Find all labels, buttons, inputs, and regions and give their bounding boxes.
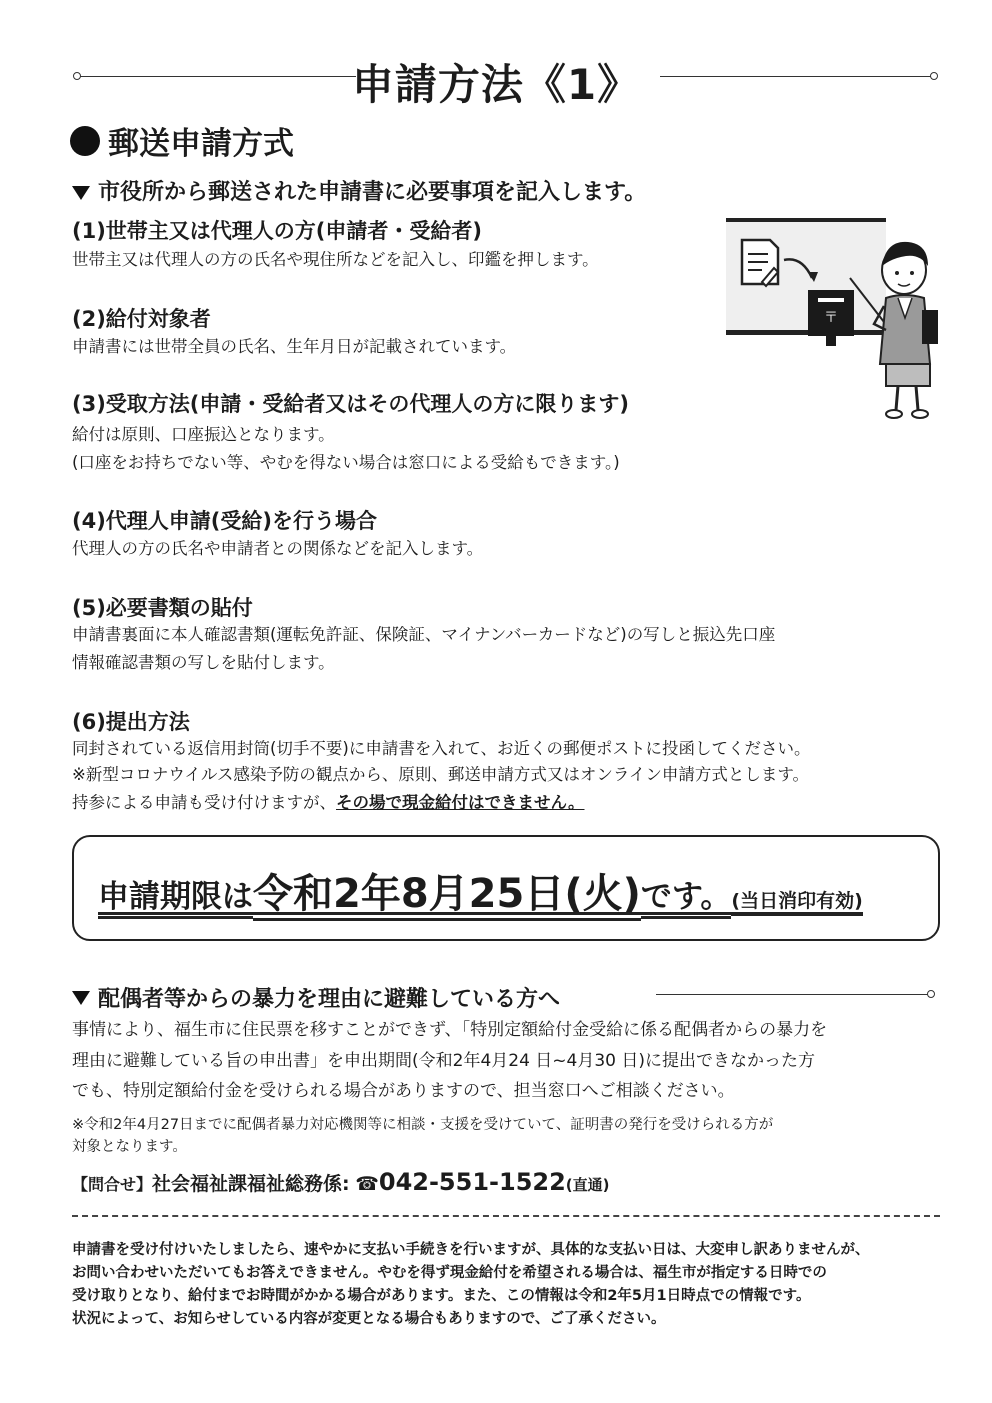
section2-heading — [72, 982, 560, 1013]
mailbox-icon — [808, 290, 854, 346]
instruction — [72, 175, 646, 206]
footer-line-2: お問い合わせいただいてもお答えできません。やむを得ず現金給付を希望される場合は、福生市が指定する日時での — [72, 1265, 827, 1281]
dashed-divider — [72, 1215, 940, 1217]
section2-heading-text: 配偶者等からの暴力を理由に避難している方へ — [98, 987, 561, 1012]
item-2-text: 申請書には世帯全員の氏名、生年月日が記載されています。 — [72, 337, 517, 356]
phone-icon: ☎ — [355, 1173, 379, 1195]
section-heading — [70, 118, 294, 163]
item-6-text-1: 同封されている返信用封筒(切手不要)に申請書を入れて、お近くの郵便ポストに投函してください。 — [72, 739, 811, 758]
section2-text-1: 事情により、福生市に住民票を移すことができず、「特別定額給付金受給に係る配偶者からの暴力を — [72, 1020, 828, 1040]
contact-label: 【問合せ】 — [72, 1175, 153, 1194]
section2-note-2: 対象となります。 — [72, 1139, 187, 1155]
item-6-text-3 — [72, 790, 585, 816]
page-title: 申請方法《1》 — [351, 60, 641, 109]
triangle-down-icon — [72, 991, 90, 1005]
illustration-applicant-mail — [726, 218, 940, 423]
section-heading-text: 郵送申請方式 — [108, 126, 294, 162]
contact-suffix: (直通) — [565, 1176, 610, 1194]
item-6-text-2: ※新型コロナウイルス感染予防の観点から、原則、郵送申請方式又はオンライン申請方式とします。 — [72, 765, 810, 784]
item-5-text-1: 申請書裏面に本人確認書類(運転免許証、保険証、マイナンバーカードなど)の写しと振込先口座 — [72, 625, 776, 644]
deadline-date: 令和2年8月25日(火) — [253, 871, 641, 921]
item-1-heading: (1)世帯主又は代理人の方(申請者・受給者) — [72, 219, 483, 243]
triangle-down-icon — [72, 186, 90, 200]
item-6-emphasis: その場で現金給付はできません。 — [336, 793, 585, 812]
contact-phone: 042-551-1522 — [378, 1168, 566, 1196]
section2-rule — [656, 994, 928, 995]
contact-department: 社会福祉課福祉総務係: — [152, 1173, 350, 1195]
instruction-text: 市役所から郵送された申請書に必要事項を記入します。 — [98, 180, 647, 205]
bullet-dot-icon — [70, 126, 100, 156]
section2-note-1: ※令和2年4月27日までに配偶者暴力対応機関等に相談・支援を受けていて、証明書の発行を受けられる方が — [72, 1117, 774, 1133]
section2-text-2: 理由に避難している旨の申出書」を申出期間(令和2年4月24 日~4月30 日)に提出できなかった方 — [72, 1051, 816, 1071]
item-6-text-3-prefix: 持参による申請も受け付けますが、 — [72, 793, 336, 812]
deadline-note: (当日消印有効) — [731, 890, 862, 916]
footer-line-1: 申請書を受け付けいたしましたら、速やかに支払い手続きを行いますが、具体的な支払い日は、大変申し訳ありませんが、 — [72, 1242, 870, 1258]
deadline-text — [98, 862, 863, 919]
footer-line-3: 受け取りとなり、給付までお時間がかかる場合があります。また、この情報は令和2年5月1日時点での情報です。 — [72, 1288, 811, 1304]
item-5-heading: (5)必要書類の貼付 — [72, 596, 253, 620]
item-2-heading: (2)給付対象者 — [72, 307, 211, 331]
section2-rule-end — [927, 990, 935, 998]
section2-text-3: でも、特別定額給付金を受けられる場合がありますので、担当窓口へご相談ください。 — [72, 1081, 735, 1101]
item-5-text-2: 情報確認書類の写しを貼付します。 — [72, 653, 335, 672]
item-3-heading: (3)受取方法(申請・受給者又はその代理人の方に限ります) — [72, 392, 630, 416]
item-1-text: 世帯主又は代理人の方の氏名や現住所などを記入し、印鑑を押します。 — [72, 250, 599, 269]
item-3-text-2: (口座をお持ちでない等、やむを得ない場合は窓口による受給もできます。) — [72, 453, 620, 472]
person-icon — [874, 242, 938, 418]
document-icon — [742, 240, 778, 286]
svg-text:〒: 〒 — [824, 310, 838, 326]
deadline-suffix: です。 — [641, 879, 732, 919]
item-4-text: 代理人の方の氏名や申請者との関係などを記入します。 — [72, 539, 484, 558]
deadline-prefix: 申請期限は — [98, 879, 253, 919]
contact-line — [72, 1168, 610, 1196]
footer-line-4: 状況によって、お知らせしている内容が変更となる場合もありますので、ご了承ください。 — [72, 1311, 666, 1327]
item-6-heading: (6)提出方法 — [72, 710, 190, 734]
item-3-text-1: 給付は原則、口座振込となります。 — [72, 425, 335, 444]
item-4-heading: (4)代理人申請(受給)を行う場合 — [72, 509, 378, 533]
